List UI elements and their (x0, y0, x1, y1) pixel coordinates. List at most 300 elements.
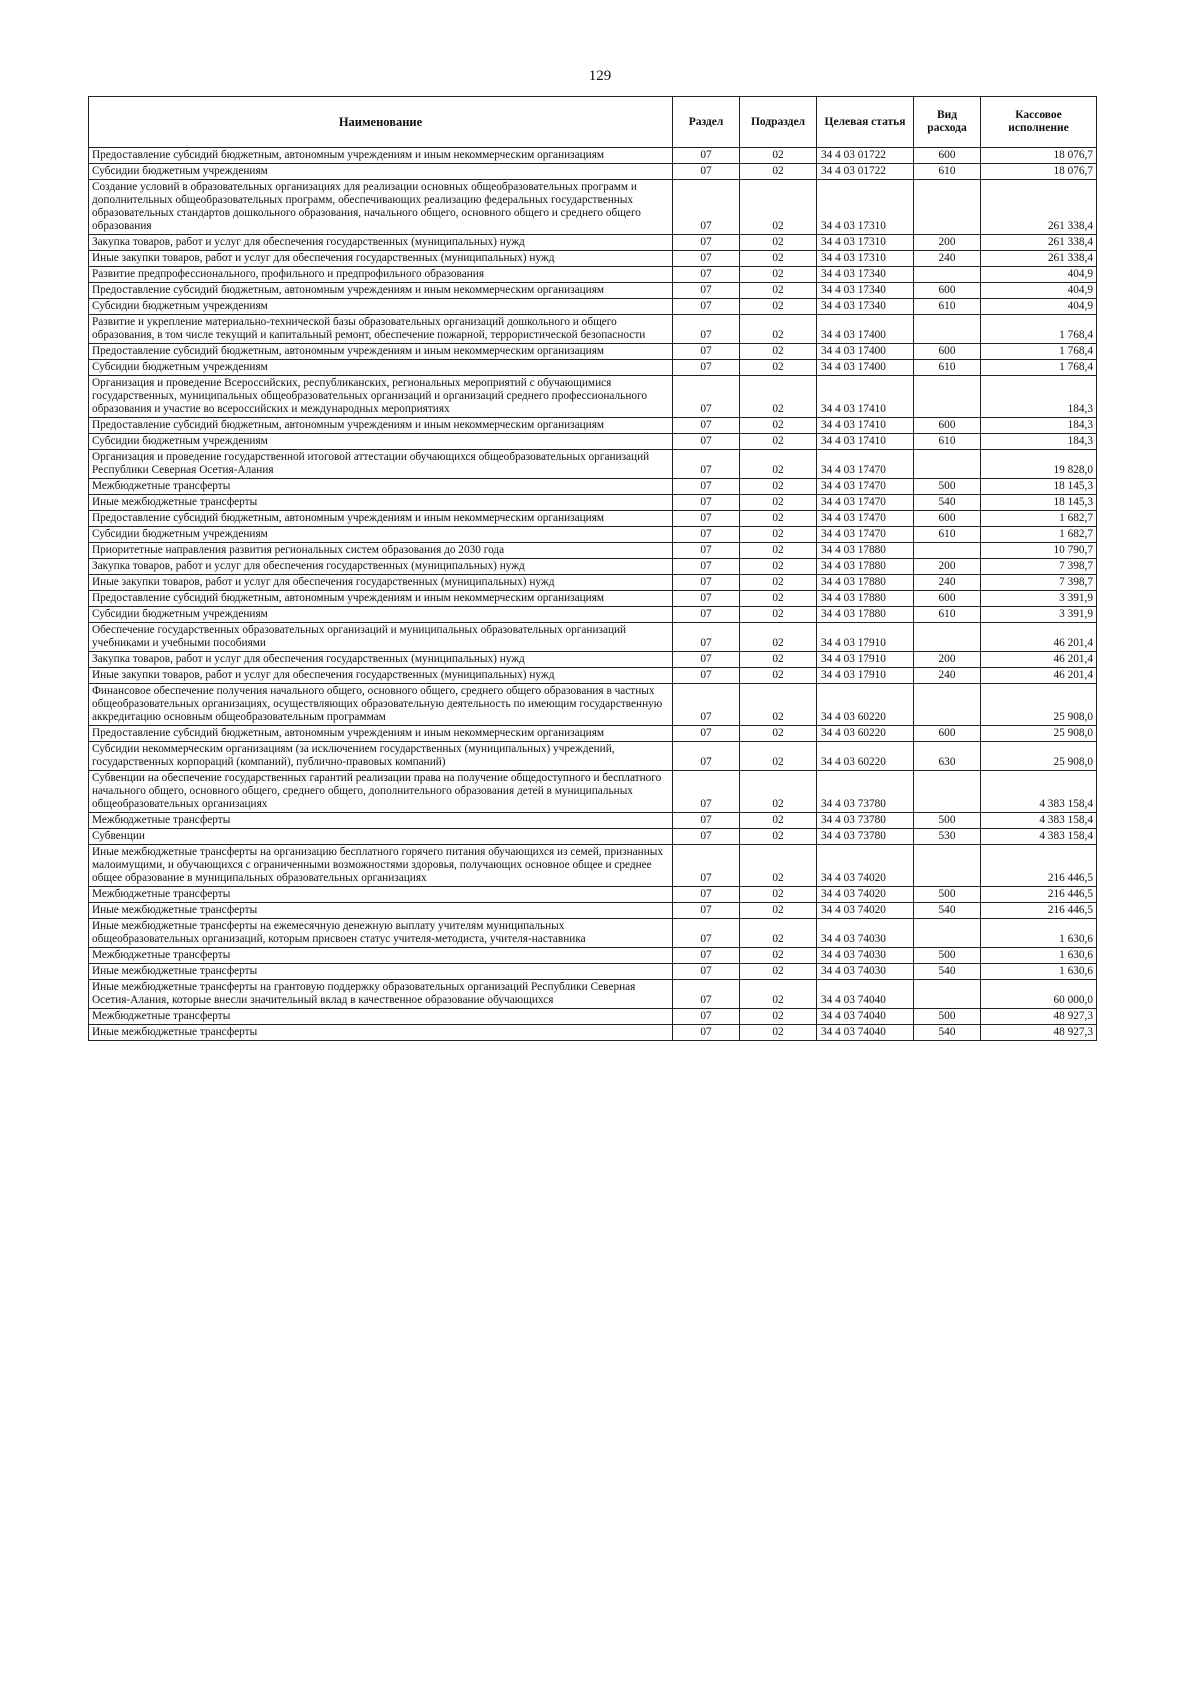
cell-subsection: 02 (740, 668, 817, 684)
cell-subsection: 02 (740, 164, 817, 180)
cell-expense-type: 600 (914, 591, 981, 607)
table-row (89, 180, 1097, 235)
cell-section: 07 (673, 919, 740, 948)
cell-cash: 4 383 158,4 (981, 771, 1097, 813)
cell-cash: 18 076,7 (981, 164, 1097, 180)
cell-name: Развитие предпрофессионального, профильного и предпрофильного образования (89, 267, 673, 283)
cell-cash: 261 338,4 (981, 180, 1097, 235)
cell-target: 34 4 03 17400 (817, 360, 914, 376)
cell-cash: 1 768,4 (981, 360, 1097, 376)
cell-subsection: 02 (740, 479, 817, 495)
cell-name: Предоставление субсидий бюджетным, автономным учреждениям и иным некоммерческим организациям (89, 418, 673, 434)
cell-target: 34 4 03 17310 (817, 235, 914, 251)
cell-cash: 1 682,7 (981, 527, 1097, 543)
cell-expense-type: 540 (914, 903, 981, 919)
cell-section: 07 (673, 235, 740, 251)
cell-name: Предоставление субсидий бюджетным, автономным учреждениям и иным некоммерческим организациям (89, 344, 673, 360)
cell-subsection: 02 (740, 591, 817, 607)
cell-name: Субсидии бюджетным учреждениям (89, 360, 673, 376)
cell-target: 34 4 03 17880 (817, 559, 914, 575)
cell-subsection: 02 (740, 742, 817, 771)
cell-section: 07 (673, 511, 740, 527)
cell-target: 34 4 03 17310 (817, 180, 914, 235)
cell-subsection: 02 (740, 251, 817, 267)
cell-name: Иные межбюджетные трансферты на грантовую поддержку образовательных организаций Республики Северная Осетия-Алания, которые внесли значительный вклад в качественное образование обучающихся (89, 980, 673, 1009)
table-row (89, 623, 1097, 652)
cell-expense-type (914, 623, 981, 652)
cell-cash: 46 201,4 (981, 623, 1097, 652)
cell-target: 34 4 03 17470 (817, 495, 914, 511)
cell-name: Создание условий в образовательных организациях для реализации основных общеобразовательных программ и дополнительных общеобразовательных программ, обеспечивающих реализацию федеральных государственных образовательных стандартов дошкольного образования, начального общего, основного общего и среднего общего образования (89, 180, 673, 235)
cell-subsection: 02 (740, 623, 817, 652)
cell-expense-type (914, 919, 981, 948)
cell-cash: 1 768,4 (981, 315, 1097, 344)
cell-subsection: 02 (740, 559, 817, 575)
cell-expense-type: 610 (914, 434, 981, 450)
cell-expense-type: 240 (914, 575, 981, 591)
cell-section: 07 (673, 543, 740, 559)
cell-expense-type: 610 (914, 360, 981, 376)
cell-subsection: 02 (740, 543, 817, 559)
cell-section: 07 (673, 180, 740, 235)
table-row (89, 575, 1097, 591)
cell-section: 07 (673, 623, 740, 652)
cell-target: 34 4 03 60220 (817, 742, 914, 771)
cell-cash: 10 790,7 (981, 543, 1097, 559)
cell-expense-type (914, 845, 981, 887)
cell-target: 34 4 03 74020 (817, 903, 914, 919)
cell-expense-type: 500 (914, 813, 981, 829)
cell-expense-type: 200 (914, 559, 981, 575)
cell-expense-type (914, 684, 981, 726)
table-row (89, 948, 1097, 964)
cell-section: 07 (673, 344, 740, 360)
cell-expense-type (914, 315, 981, 344)
cell-expense-type: 600 (914, 148, 981, 164)
cell-cash: 7 398,7 (981, 575, 1097, 591)
cell-subsection: 02 (740, 418, 817, 434)
cell-target: 34 4 03 17410 (817, 434, 914, 450)
cell-name: Иные межбюджетные трансферты на ежемесячную денежную выплату учителям муниципальных общеобразовательных организаций, которым присвоен статус учителя-методиста, учителя-наставника (89, 919, 673, 948)
table-row (89, 360, 1097, 376)
table-row (89, 887, 1097, 903)
table-row (89, 495, 1097, 511)
cell-section: 07 (673, 813, 740, 829)
cell-target: 34 4 03 60220 (817, 684, 914, 726)
cell-target: 34 4 03 74040 (817, 1009, 914, 1025)
cell-cash: 19 828,0 (981, 450, 1097, 479)
table-row (89, 235, 1097, 251)
cell-cash: 48 927,3 (981, 1009, 1097, 1025)
cell-subsection: 02 (740, 434, 817, 450)
table-row (89, 283, 1097, 299)
cell-expense-type: 600 (914, 511, 981, 527)
cell-target: 34 4 03 17340 (817, 299, 914, 315)
cell-name: Иные межбюджетные трансферты на организацию бесплатного горячего питания обучающихся из семей, признанных малоимущими, и обучающихся с ограниченными возможностями здоровья, получающих основное общее и среднее общее образование в муниципальных образовательных организациях (89, 845, 673, 887)
header-name: Наименование (89, 97, 673, 148)
table-row (89, 771, 1097, 813)
cell-section: 07 (673, 495, 740, 511)
cell-expense-type: 530 (914, 829, 981, 845)
cell-name: Иные закупки товаров, работ и услуг для обеспечения государственных (муниципальных) нужд (89, 575, 673, 591)
cell-subsection: 02 (740, 299, 817, 315)
cell-section: 07 (673, 1009, 740, 1025)
cell-subsection: 02 (740, 607, 817, 623)
cell-target: 34 4 03 17880 (817, 607, 914, 623)
table-row (89, 376, 1097, 418)
cell-cash: 261 338,4 (981, 251, 1097, 267)
cell-cash: 60 000,0 (981, 980, 1097, 1009)
table-row (89, 479, 1097, 495)
cell-target: 34 4 03 73780 (817, 829, 914, 845)
cell-name: Закупка товаров, работ и услуг для обеспечения государственных (муниципальных) нужд (89, 235, 673, 251)
cell-section: 07 (673, 887, 740, 903)
cell-section: 07 (673, 479, 740, 495)
table-header (89, 97, 1097, 148)
table-row (89, 1025, 1097, 1041)
cell-cash: 25 908,0 (981, 742, 1097, 771)
cell-cash: 184,3 (981, 376, 1097, 418)
table-row (89, 344, 1097, 360)
cell-subsection: 02 (740, 315, 817, 344)
cell-section: 07 (673, 684, 740, 726)
cell-expense-type: 500 (914, 479, 981, 495)
cell-section: 07 (673, 283, 740, 299)
cell-section: 07 (673, 148, 740, 164)
cell-subsection: 02 (740, 376, 817, 418)
table-row (89, 980, 1097, 1009)
cell-section: 07 (673, 829, 740, 845)
table-row (89, 591, 1097, 607)
cell-cash: 7 398,7 (981, 559, 1097, 575)
cell-target: 34 4 03 17400 (817, 344, 914, 360)
cell-target: 34 4 03 74040 (817, 1025, 914, 1041)
cell-section: 07 (673, 964, 740, 980)
cell-expense-type: 240 (914, 668, 981, 684)
cell-section: 07 (673, 948, 740, 964)
cell-expense-type: 200 (914, 652, 981, 668)
table-row (89, 450, 1097, 479)
cell-target: 34 4 03 17910 (817, 623, 914, 652)
cell-cash: 184,3 (981, 434, 1097, 450)
cell-name: Субсидии некоммерческим организациям (за исключением государственных (муниципальных) учреждений, государственных корпораций (компаний), публично-правовых компаний) (89, 742, 673, 771)
header-subsection: Подраздел (740, 97, 817, 148)
cell-cash: 4 383 158,4 (981, 813, 1097, 829)
cell-section: 07 (673, 527, 740, 543)
table-row (89, 607, 1097, 623)
cell-section: 07 (673, 980, 740, 1009)
cell-name: Приоритетные направления развития региональных систем образования до 2030 года (89, 543, 673, 559)
cell-target: 34 4 03 01722 (817, 148, 914, 164)
cell-subsection: 02 (740, 235, 817, 251)
cell-cash: 18 145,3 (981, 479, 1097, 495)
cell-name: Обеспечение государственных образовательных организаций и муниципальных образовательных организаций учебниками и учебными пособиями (89, 623, 673, 652)
header-section: Раздел (673, 97, 740, 148)
cell-subsection: 02 (740, 887, 817, 903)
cell-expense-type (914, 376, 981, 418)
cell-subsection: 02 (740, 845, 817, 887)
cell-subsection: 02 (740, 180, 817, 235)
table-row (89, 148, 1097, 164)
cell-target: 34 4 03 17880 (817, 591, 914, 607)
cell-expense-type: 600 (914, 283, 981, 299)
cell-target: 34 4 03 17410 (817, 418, 914, 434)
cell-target: 34 4 03 17470 (817, 450, 914, 479)
cell-cash: 1 630,6 (981, 948, 1097, 964)
cell-expense-type (914, 450, 981, 479)
cell-cash: 18 145,3 (981, 495, 1097, 511)
table-row (89, 543, 1097, 559)
cell-cash: 18 076,7 (981, 148, 1097, 164)
cell-section: 07 (673, 652, 740, 668)
cell-expense-type: 540 (914, 1025, 981, 1041)
cell-section: 07 (673, 315, 740, 344)
cell-expense-type (914, 980, 981, 1009)
cell-target: 34 4 03 74030 (817, 919, 914, 948)
cell-cash: 46 201,4 (981, 652, 1097, 668)
table-row (89, 511, 1097, 527)
cell-name: Субсидии бюджетным учреждениям (89, 164, 673, 180)
cell-target: 34 4 03 17910 (817, 652, 914, 668)
cell-expense-type: 610 (914, 607, 981, 623)
cell-cash: 404,9 (981, 299, 1097, 315)
cell-subsection: 02 (740, 575, 817, 591)
table-row (89, 1009, 1097, 1025)
table-row (89, 315, 1097, 344)
cell-section: 07 (673, 591, 740, 607)
cell-name: Межбюджетные трансферты (89, 948, 673, 964)
cell-cash: 1 630,6 (981, 919, 1097, 948)
cell-section: 07 (673, 251, 740, 267)
cell-target: 34 4 03 17410 (817, 376, 914, 418)
cell-target: 34 4 03 60220 (817, 726, 914, 742)
cell-cash: 216 446,5 (981, 845, 1097, 887)
cell-subsection: 02 (740, 450, 817, 479)
cell-name: Межбюджетные трансферты (89, 887, 673, 903)
cell-cash: 1 682,7 (981, 511, 1097, 527)
table-row (89, 742, 1097, 771)
cell-target: 34 4 03 74020 (817, 887, 914, 903)
cell-name: Предоставление субсидий бюджетным, автономным учреждениям и иным некоммерческим организациям (89, 283, 673, 299)
cell-expense-type: 600 (914, 726, 981, 742)
cell-name: Иные закупки товаров, работ и услуг для обеспечения государственных (муниципальных) нужд (89, 251, 673, 267)
header-target: Целевая статья (817, 97, 914, 148)
cell-section: 07 (673, 267, 740, 283)
cell-expense-type (914, 180, 981, 235)
cell-cash: 3 391,9 (981, 591, 1097, 607)
budget-table (88, 96, 1097, 1041)
cell-cash: 1 768,4 (981, 344, 1097, 360)
cell-subsection: 02 (740, 360, 817, 376)
cell-target: 34 4 03 01722 (817, 164, 914, 180)
cell-name: Субсидии бюджетным учреждениям (89, 434, 673, 450)
cell-subsection: 02 (740, 684, 817, 726)
cell-target: 34 4 03 17910 (817, 668, 914, 684)
table-row (89, 829, 1097, 845)
table-row (89, 267, 1097, 283)
cell-name: Иные межбюджетные трансферты (89, 495, 673, 511)
cell-expense-type (914, 267, 981, 283)
cell-subsection: 02 (740, 903, 817, 919)
cell-name: Иные межбюджетные трансферты (89, 1025, 673, 1041)
cell-expense-type (914, 771, 981, 813)
cell-cash: 216 446,5 (981, 887, 1097, 903)
cell-section: 07 (673, 607, 740, 623)
cell-expense-type: 540 (914, 495, 981, 511)
cell-subsection: 02 (740, 652, 817, 668)
cell-section: 07 (673, 771, 740, 813)
cell-target: 34 4 03 74030 (817, 964, 914, 980)
cell-expense-type: 610 (914, 299, 981, 315)
cell-name: Субсидии бюджетным учреждениям (89, 607, 673, 623)
cell-subsection: 02 (740, 813, 817, 829)
cell-section: 07 (673, 434, 740, 450)
cell-cash: 404,9 (981, 267, 1097, 283)
cell-target: 34 4 03 73780 (817, 813, 914, 829)
cell-target: 34 4 03 17880 (817, 575, 914, 591)
cell-name: Субвенции (89, 829, 673, 845)
cell-cash: 4 383 158,4 (981, 829, 1097, 845)
cell-section: 07 (673, 418, 740, 434)
cell-expense-type: 500 (914, 887, 981, 903)
cell-cash: 184,3 (981, 418, 1097, 434)
cell-section: 07 (673, 742, 740, 771)
cell-target: 34 4 03 74020 (817, 845, 914, 887)
cell-subsection: 02 (740, 283, 817, 299)
cell-expense-type: 500 (914, 1009, 981, 1025)
cell-subsection: 02 (740, 1025, 817, 1041)
table-body (89, 148, 1097, 1041)
cell-name: Предоставление субсидий бюджетным, автономным учреждениям и иным некоммерческим организациям (89, 726, 673, 742)
table-row (89, 164, 1097, 180)
cell-subsection: 02 (740, 495, 817, 511)
cell-section: 07 (673, 559, 740, 575)
cell-subsection: 02 (740, 527, 817, 543)
cell-cash: 25 908,0 (981, 684, 1097, 726)
cell-section: 07 (673, 164, 740, 180)
cell-section: 07 (673, 299, 740, 315)
cell-name: Субвенции на обеспечение государственных гарантий реализации права на получение общедоступного и бесплатного начального общего, основного общего, среднего общего, дополнительного образования детей в муниципальных общеобразовательных организациях (89, 771, 673, 813)
cell-subsection: 02 (740, 964, 817, 980)
header-cash: Кассовое исполнение (981, 97, 1097, 148)
cell-section: 07 (673, 575, 740, 591)
cell-cash: 48 927,3 (981, 1025, 1097, 1041)
table-row (89, 726, 1097, 742)
cell-target: 34 4 03 74030 (817, 948, 914, 964)
table-row (89, 527, 1097, 543)
table-row (89, 903, 1097, 919)
cell-section: 07 (673, 1025, 740, 1041)
cell-expense-type: 540 (914, 964, 981, 980)
cell-name: Развитие и укрепление материально-технической базы образовательных организаций дошкольного и общего образования, в том числе текущий и капитальный ремонт, обеспечение пожарной, террористической безопасности (89, 315, 673, 344)
cell-expense-type: 600 (914, 344, 981, 360)
cell-expense-type: 600 (914, 418, 981, 434)
table-row (89, 919, 1097, 948)
cell-subsection: 02 (740, 511, 817, 527)
cell-name: Иные межбюджетные трансферты (89, 964, 673, 980)
cell-cash: 3 391,9 (981, 607, 1097, 623)
cell-section: 07 (673, 845, 740, 887)
cell-name: Межбюджетные трансферты (89, 479, 673, 495)
cell-target: 34 4 03 17470 (817, 511, 914, 527)
cell-subsection: 02 (740, 726, 817, 742)
table-row (89, 434, 1097, 450)
table-row (89, 845, 1097, 887)
table-row (89, 299, 1097, 315)
cell-expense-type: 610 (914, 164, 981, 180)
cell-name: Межбюджетные трансферты (89, 1009, 673, 1025)
cell-expense-type (914, 543, 981, 559)
cell-target: 34 4 03 73780 (817, 771, 914, 813)
cell-section: 07 (673, 726, 740, 742)
cell-subsection: 02 (740, 829, 817, 845)
cell-section: 07 (673, 903, 740, 919)
cell-cash: 1 630,6 (981, 964, 1097, 980)
table-row (89, 418, 1097, 434)
page-number: 129 (588, 68, 612, 84)
cell-cash: 404,9 (981, 283, 1097, 299)
cell-cash: 216 446,5 (981, 903, 1097, 919)
cell-subsection: 02 (740, 344, 817, 360)
cell-name: Финансовое обеспечение получения начального общего, основного общего, среднего общего образования в частных общеобразовательных организациях, осуществляющих образовательную деятельность по имеющим государственную аккредитацию основным общеобразовательным программам (89, 684, 673, 726)
cell-name: Организация и проведение государственной итоговой аттестации обучающихся общеобразовательных организаций Республики Северная Осетия-Алания (89, 450, 673, 479)
cell-target: 34 4 03 17470 (817, 479, 914, 495)
cell-name: Иные межбюджетные трансферты (89, 903, 673, 919)
cell-name: Закупка товаров, работ и услуг для обеспечения государственных (муниципальных) нужд (89, 559, 673, 575)
cell-name: Субсидии бюджетным учреждениям (89, 299, 673, 315)
cell-name: Предоставление субсидий бюджетным, автономным учреждениям и иным некоммерческим организациям (89, 591, 673, 607)
cell-target: 34 4 03 17470 (817, 527, 914, 543)
table-row (89, 559, 1097, 575)
cell-expense-type: 610 (914, 527, 981, 543)
cell-cash: 25 908,0 (981, 726, 1097, 742)
cell-name: Иные закупки товаров, работ и услуг для обеспечения государственных (муниципальных) нужд (89, 668, 673, 684)
cell-name: Закупка товаров, работ и услуг для обеспечения государственных (муниципальных) нужд (89, 652, 673, 668)
cell-expense-type: 630 (914, 742, 981, 771)
cell-subsection: 02 (740, 948, 817, 964)
cell-subsection: 02 (740, 1009, 817, 1025)
cell-name: Субсидии бюджетным учреждениям (89, 527, 673, 543)
cell-target: 34 4 03 17400 (817, 315, 914, 344)
cell-target: 34 4 03 17340 (817, 267, 914, 283)
cell-section: 07 (673, 360, 740, 376)
cell-section: 07 (673, 376, 740, 418)
table-row (89, 964, 1097, 980)
cell-subsection: 02 (740, 980, 817, 1009)
cell-name: Организация и проведение Всероссийских, республиканских, региональных мероприятий с обучающимися государственных, муниципальных общеобразовательных организаций и организаций среднего профессионального образования и участие во всероссийских и международных мероприятиях (89, 376, 673, 418)
cell-cash: 261 338,4 (981, 235, 1097, 251)
table-row (89, 668, 1097, 684)
cell-subsection: 02 (740, 267, 817, 283)
cell-target: 34 4 03 17880 (817, 543, 914, 559)
cell-cash: 46 201,4 (981, 668, 1097, 684)
cell-target: 34 4 03 74040 (817, 980, 914, 1009)
cell-name: Предоставление субсидий бюджетным, автономным учреждениям и иным некоммерческим организациям (89, 148, 673, 164)
cell-name: Предоставление субсидий бюджетным, автономным учреждениям и иным некоммерческим организациям (89, 511, 673, 527)
cell-subsection: 02 (740, 148, 817, 164)
cell-expense-type: 240 (914, 251, 981, 267)
cell-expense-type: 200 (914, 235, 981, 251)
cell-target: 34 4 03 17340 (817, 283, 914, 299)
cell-expense-type: 500 (914, 948, 981, 964)
cell-section: 07 (673, 668, 740, 684)
header-expense-type: Вид расхода (914, 97, 981, 148)
cell-subsection: 02 (740, 771, 817, 813)
table-row (89, 251, 1097, 267)
cell-section: 07 (673, 450, 740, 479)
cell-subsection: 02 (740, 919, 817, 948)
cell-target: 34 4 03 17310 (817, 251, 914, 267)
